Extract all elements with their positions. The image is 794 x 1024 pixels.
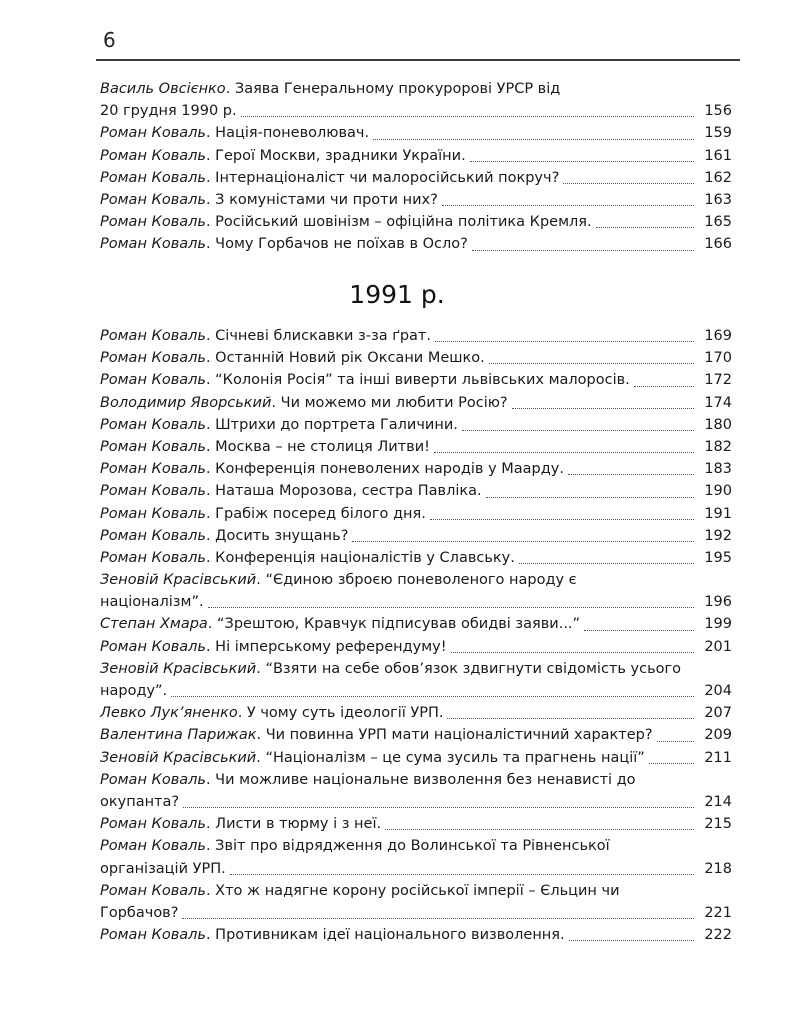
entry-page-number: 211 (704, 749, 732, 766)
dot-leader (434, 446, 694, 453)
toc-entry-line (100, 525, 732, 547)
entry-page-number: 192 (704, 527, 732, 544)
entry-author: Зеновій Красівський (100, 660, 257, 677)
toc-entry-line (100, 747, 732, 769)
entry-author: Роман Коваль (100, 505, 206, 522)
toc-entry-text: Роман Коваль. Російський шовінізм – офіційна політика Кремля. (100, 214, 592, 231)
toc-entry-text: Левко Лук’яненко. У чому суть ідеології УРП. (100, 705, 444, 722)
toc-entry (100, 769, 732, 813)
toc-entry-line (100, 636, 732, 658)
toc-entry-line (100, 211, 732, 233)
toc-entry-text: Зеновій Красівський. “Єдиною зброєю поневоленого народу є (100, 572, 577, 589)
entry-author: Роман Коваль (100, 191, 206, 208)
toc-entry-text: Роман Коваль. Січневі блискавки з-за ґрат. (100, 328, 431, 344)
entry-title: Конференція поневолених народів у Маарду. (215, 461, 564, 478)
toc-entry-text: Роман Коваль. Листи в тюрму і з неї. (100, 816, 382, 833)
entry-author: Роман Коваль (100, 214, 206, 231)
entry-title: Конференція націоналістів у Славську. (215, 549, 515, 566)
toc-entry-text (100, 680, 167, 702)
toc-entry-line (100, 100, 732, 122)
toc-entry-line (100, 569, 732, 591)
toc-entry-line (100, 414, 732, 436)
entry-title: “Націоналізм – це сума зусиль та прагнень нації” (265, 749, 645, 766)
entry-page-number: 190 (704, 483, 732, 500)
toc-entry (100, 145, 732, 167)
entry-page-number: 172 (704, 372, 732, 389)
toc-entry-text: Роман Коваль. Інтернаціоналіст чи малоросійський покруч? (100, 169, 560, 186)
toc-entry-text: Роман Коваль. Хто ж надягне корону російської імперії – Єльцин чи (100, 882, 620, 899)
toc-entry-line (100, 658, 732, 680)
dot-leader (230, 868, 694, 875)
entry-author: Роман Коваль (100, 438, 206, 455)
toc-entry-line (100, 436, 732, 458)
toc-entry (100, 122, 732, 144)
toc-block-1991 (100, 325, 732, 946)
entry-title: З комуністами чи проти них? (215, 191, 438, 208)
dot-leader (462, 424, 694, 431)
toc-entry-line (100, 613, 732, 635)
toc-entry-text: Роман Коваль. Звіт про відрядження до Волинської та Рівненської (100, 838, 610, 855)
toc-entry-line (100, 902, 732, 924)
entry-title: Штрихи до портрета Галичини. (215, 416, 458, 433)
dot-leader (385, 823, 694, 830)
dot-leader (451, 646, 694, 653)
toc-entry-text: Роман Коваль. Наташа Морозова, сестра Павліка. (100, 483, 482, 500)
toc-entry-line (100, 813, 732, 835)
entry-title: народу”. (100, 683, 168, 699)
toc-entry-text: Зеновій Красівський. “Націоналізм – це сума зусиль та прагнень нації” (100, 749, 645, 766)
dot-leader (182, 912, 694, 919)
toc-entry-text (100, 591, 204, 613)
entry-page-number: 222 (704, 927, 732, 944)
toc-entry (100, 189, 732, 211)
toc-entry (100, 503, 732, 525)
toc-entry (100, 569, 732, 613)
entry-title: Звіт про відрядження до Волинської та Рівненської (215, 838, 610, 855)
entry-title: Заява Генеральному прокуророві УРСР від (234, 81, 561, 97)
dot-leader (649, 757, 694, 764)
entry-page-number: 214 (704, 793, 732, 810)
toc-entry-line (100, 145, 732, 167)
entry-title: організацій УРП. (100, 860, 226, 877)
toc-entry-line (100, 924, 732, 946)
toc-entry-text (100, 100, 237, 122)
entry-author: Роман Коваль (100, 527, 206, 544)
entry-author: Роман Коваль (100, 125, 206, 142)
toc-entry-line (100, 78, 732, 100)
toc-entry-line (100, 503, 732, 525)
toc-entry-text: Роман Коваль. Грабіж посеред білого дня. (100, 505, 426, 522)
toc-entry (100, 747, 732, 769)
toc-entry (100, 813, 732, 835)
dot-leader (634, 380, 694, 387)
dot-leader (596, 221, 694, 228)
entry-title: Російський шовінізм – офіційна політика Кремля. (215, 214, 592, 231)
toc-entry-text (100, 902, 178, 924)
entry-title: Хто ж надягне корону російської імперії – Єльцин чи (215, 882, 620, 899)
entry-title: Москва – не столиця Литви! (215, 438, 430, 455)
entry-author: Роман Коваль (100, 549, 206, 566)
toc-entry (100, 658, 732, 702)
entry-title: “Зрештою, Кравчук підписував обидві заяви...” (217, 616, 581, 633)
entry-title: Чи можемо ми любити Росію? (280, 394, 508, 411)
dot-leader (373, 133, 694, 140)
toc-entry-text: Роман Коваль. Досить знущань? (100, 527, 349, 544)
toc-entry (100, 325, 732, 347)
entry-author: Роман Коваль (100, 328, 206, 344)
toc-entry (100, 924, 732, 946)
toc-entry-line (100, 189, 732, 211)
entry-author: Степан Хмара (100, 616, 208, 633)
toc-entry-line (100, 791, 732, 813)
entry-page-number: 174 (704, 394, 732, 411)
entry-page-number: 162 (704, 169, 732, 186)
entry-title: “Колонія Росія” та інші виверти львівських малоросів. (215, 372, 630, 389)
entry-author: Роман Коваль (100, 147, 206, 164)
header-rule (96, 59, 740, 61)
entry-page-number: 170 (704, 350, 732, 367)
toc-entry-text: Володимир Яворський. Чи можемо ми любити Росію? (100, 394, 508, 411)
dot-leader (208, 601, 694, 608)
entry-title: Чому Горбачов не поїхав в Осло? (215, 236, 468, 253)
entry-author: Роман Коваль (100, 372, 206, 389)
toc-entry-line (100, 880, 732, 902)
entry-title: Січневі блискавки з-за ґрат. (215, 328, 431, 344)
entry-author: Левко Лук’яненко (100, 705, 238, 722)
entry-author: Роман Коваль (100, 461, 206, 478)
dot-leader (519, 557, 694, 564)
entry-title: Досить знущань? (215, 527, 349, 544)
toc-entry (100, 233, 732, 255)
entry-page-number: 163 (704, 191, 732, 208)
dot-leader (435, 335, 694, 342)
dot-leader (472, 244, 694, 251)
entry-page-number: 166 (704, 236, 732, 253)
dot-leader (352, 535, 694, 542)
entry-author: Володимир Яворський (100, 394, 272, 411)
dot-leader (486, 491, 694, 498)
toc-entry-line (100, 480, 732, 502)
toc-entry-line (100, 680, 732, 702)
toc-entry-text: Роман Коваль. Штрихи до портрета Галичини. (100, 416, 458, 433)
entry-author: Зеновій Красівський (100, 572, 257, 589)
entry-page-number: 201 (704, 638, 732, 655)
toc-entry-text: Роман Коваль. Чому Горбачов не поїхав в Осло? (100, 236, 468, 253)
dot-leader (442, 199, 694, 206)
toc-entry-text: Василь Овсієнко. Заява Генеральному прокуророві УРСР від (100, 81, 561, 97)
dot-leader (489, 357, 694, 364)
dot-leader (657, 735, 694, 742)
dot-leader (568, 468, 694, 475)
entry-page-number: 159 (704, 125, 732, 142)
dot-leader (512, 402, 694, 409)
toc-entry (100, 347, 732, 369)
toc-entry (100, 636, 732, 658)
toc-entry-line (100, 702, 732, 724)
toc-entry-line (100, 858, 732, 880)
toc-entry-text: Роман Коваль. “Колонія Росія” та інші виверти львівських малоросів. (100, 372, 630, 389)
toc-entry-text: Роман Коваль. Останній Новий рік Оксани Мешко. (100, 350, 485, 367)
entry-author: Зеновій Красівський (100, 749, 257, 766)
toc-entry-line (100, 458, 732, 480)
toc-entry (100, 525, 732, 547)
entry-author: Роман Коваль (100, 483, 206, 500)
entry-page-number: 215 (704, 816, 732, 833)
toc-entry-line (100, 392, 732, 414)
entry-title: Чи повинна УРП мати націоналістичний характер? (265, 727, 653, 744)
entry-author: Роман Коваль (100, 771, 206, 788)
toc-entry (100, 369, 732, 391)
entry-page-number: 195 (704, 549, 732, 566)
toc-entry-line (100, 347, 732, 369)
entry-page-number: 209 (704, 727, 732, 744)
entry-page-number: 183 (704, 461, 732, 478)
dot-leader (447, 712, 694, 719)
toc-entry (100, 880, 732, 924)
dot-leader (569, 934, 694, 941)
toc-entry (100, 211, 732, 233)
toc-entry-line (100, 122, 732, 144)
toc-entry-text (100, 858, 226, 880)
toc-entry-text: Роман Коваль. Чи можливе національне визволення без ненависті до (100, 771, 636, 788)
entry-author: Роман Коваль (100, 416, 206, 433)
entry-page-number: 191 (704, 505, 732, 522)
dot-leader (470, 155, 694, 162)
entry-author: Валентина Парижак (100, 727, 257, 744)
toc-entry (100, 835, 732, 879)
toc-entry-text: Роман Коваль. Ні імперському референдуму! (100, 638, 447, 655)
entry-title: Листи в тюрму і з неї. (215, 816, 382, 833)
dot-leader (241, 110, 694, 117)
entry-author: Роман Коваль (100, 882, 206, 899)
entry-page-number: 161 (704, 147, 732, 164)
toc-entry-line (100, 233, 732, 255)
entry-title: Чи можливе національне визволення без ненависті до (215, 771, 636, 788)
toc-entry-text: Степан Хмара. “Зрештою, Кравчук підписував обидві заяви...” (100, 616, 581, 633)
entry-title: націоналізм”. (100, 594, 204, 611)
toc-entry (100, 480, 732, 502)
entry-title: Грабіж посеред білого дня. (215, 505, 426, 522)
entry-title: Наташа Морозова, сестра Павліка. (215, 483, 482, 500)
toc-entry (100, 436, 732, 458)
entry-title: Ні імперському референдуму! (215, 638, 447, 655)
entry-page-number: 169 (704, 328, 732, 344)
section-heading: 1991 р. (349, 280, 445, 309)
toc-entry-line (100, 724, 732, 746)
toc-entry-text: Роман Коваль. Конференція націоналістів у Славську. (100, 549, 515, 566)
entry-title: Останній Новий рік Оксани Мешко. (215, 350, 485, 367)
entry-title: “Єдиною зброєю поневоленого народу є (265, 572, 577, 589)
entry-author: Роман Коваль (100, 638, 206, 655)
entry-title: “Взяти на себе обов’язок здвигнути свідомість усього (265, 660, 681, 677)
entry-author: Роман Коваль (100, 927, 206, 944)
entry-author: Роман Коваль (100, 236, 206, 253)
dot-leader (584, 624, 694, 631)
toc-entry-line (100, 325, 732, 347)
dot-leader (171, 690, 694, 697)
toc-entry (100, 702, 732, 724)
dot-leader (563, 177, 694, 184)
entry-title: Противникам ідеї національного визволення. (215, 927, 565, 944)
entry-page-number: 182 (704, 438, 732, 455)
toc-entry (100, 547, 732, 569)
entry-page-number: 221 (704, 904, 732, 921)
dot-leader (430, 513, 694, 520)
entry-page-number: 156 (704, 103, 732, 120)
entry-page-number: 218 (704, 860, 732, 877)
entry-page-number: 165 (704, 214, 732, 231)
entry-page-number: 207 (704, 705, 732, 722)
toc-entry (100, 167, 732, 189)
toc-entry-line (100, 591, 732, 613)
page-number: 6 (103, 28, 116, 52)
toc-entry (100, 724, 732, 746)
entry-title: 20 грудня 1990 р. (100, 103, 237, 120)
entry-page-number: 180 (704, 416, 732, 433)
toc-entry (100, 414, 732, 436)
toc-entry-text: Роман Коваль. Конференція поневолених народів у Маарду. (100, 461, 564, 478)
toc-entry-text: Роман Коваль. Нація-поневолювач. (100, 125, 370, 142)
toc-entry (100, 613, 732, 635)
toc-entry-text: Роман Коваль. Герої Москви, зрадники України. (100, 147, 466, 164)
dot-leader (183, 801, 694, 808)
entry-author: Василь Овсієнко (100, 81, 226, 97)
toc-entry (100, 392, 732, 414)
toc-entry-line (100, 835, 732, 857)
entry-page-number: 196 (704, 594, 732, 611)
toc-block-1990 (100, 78, 732, 256)
toc-entry-text: Роман Коваль. Противникам ідеї національного визволення. (100, 927, 565, 944)
entry-author: Роман Коваль (100, 350, 206, 367)
entry-page-number: 199 (704, 616, 732, 633)
toc-entry-line (100, 769, 732, 791)
entry-title: Герої Москви, зрадники України. (215, 147, 466, 164)
entry-title: Інтернаціоналіст чи малоросійський покруч? (215, 169, 560, 186)
toc-entry-text: Валентина Парижак. Чи повинна УРП мати націоналістичний характер? (100, 727, 653, 744)
toc-entry-text: Роман Коваль. Москва – не столиця Литви! (100, 438, 430, 455)
entry-author: Роман Коваль (100, 838, 206, 855)
entry-page-number: 204 (704, 683, 732, 699)
toc-entry (100, 458, 732, 480)
entry-title: Нація-поневолювач. (215, 125, 370, 142)
toc-entry (100, 78, 732, 122)
entry-author: Роман Коваль (100, 816, 206, 833)
entry-title: У чому суть ідеології УРП. (246, 705, 444, 722)
toc-entry-text: Роман Коваль. З комуністами чи проти них? (100, 191, 438, 208)
toc-entry-line (100, 547, 732, 569)
entry-author: Роман Коваль (100, 169, 206, 186)
entry-title: Горбачов? (100, 904, 179, 921)
toc-entry-line (100, 369, 732, 391)
entry-title: окупанта? (100, 793, 180, 810)
toc-entry-text (100, 791, 179, 813)
toc-entry-line (100, 167, 732, 189)
toc-entry-text: Зеновій Красівський. “Взяти на себе обов’язок здвигнути свідомість усього (100, 660, 681, 677)
